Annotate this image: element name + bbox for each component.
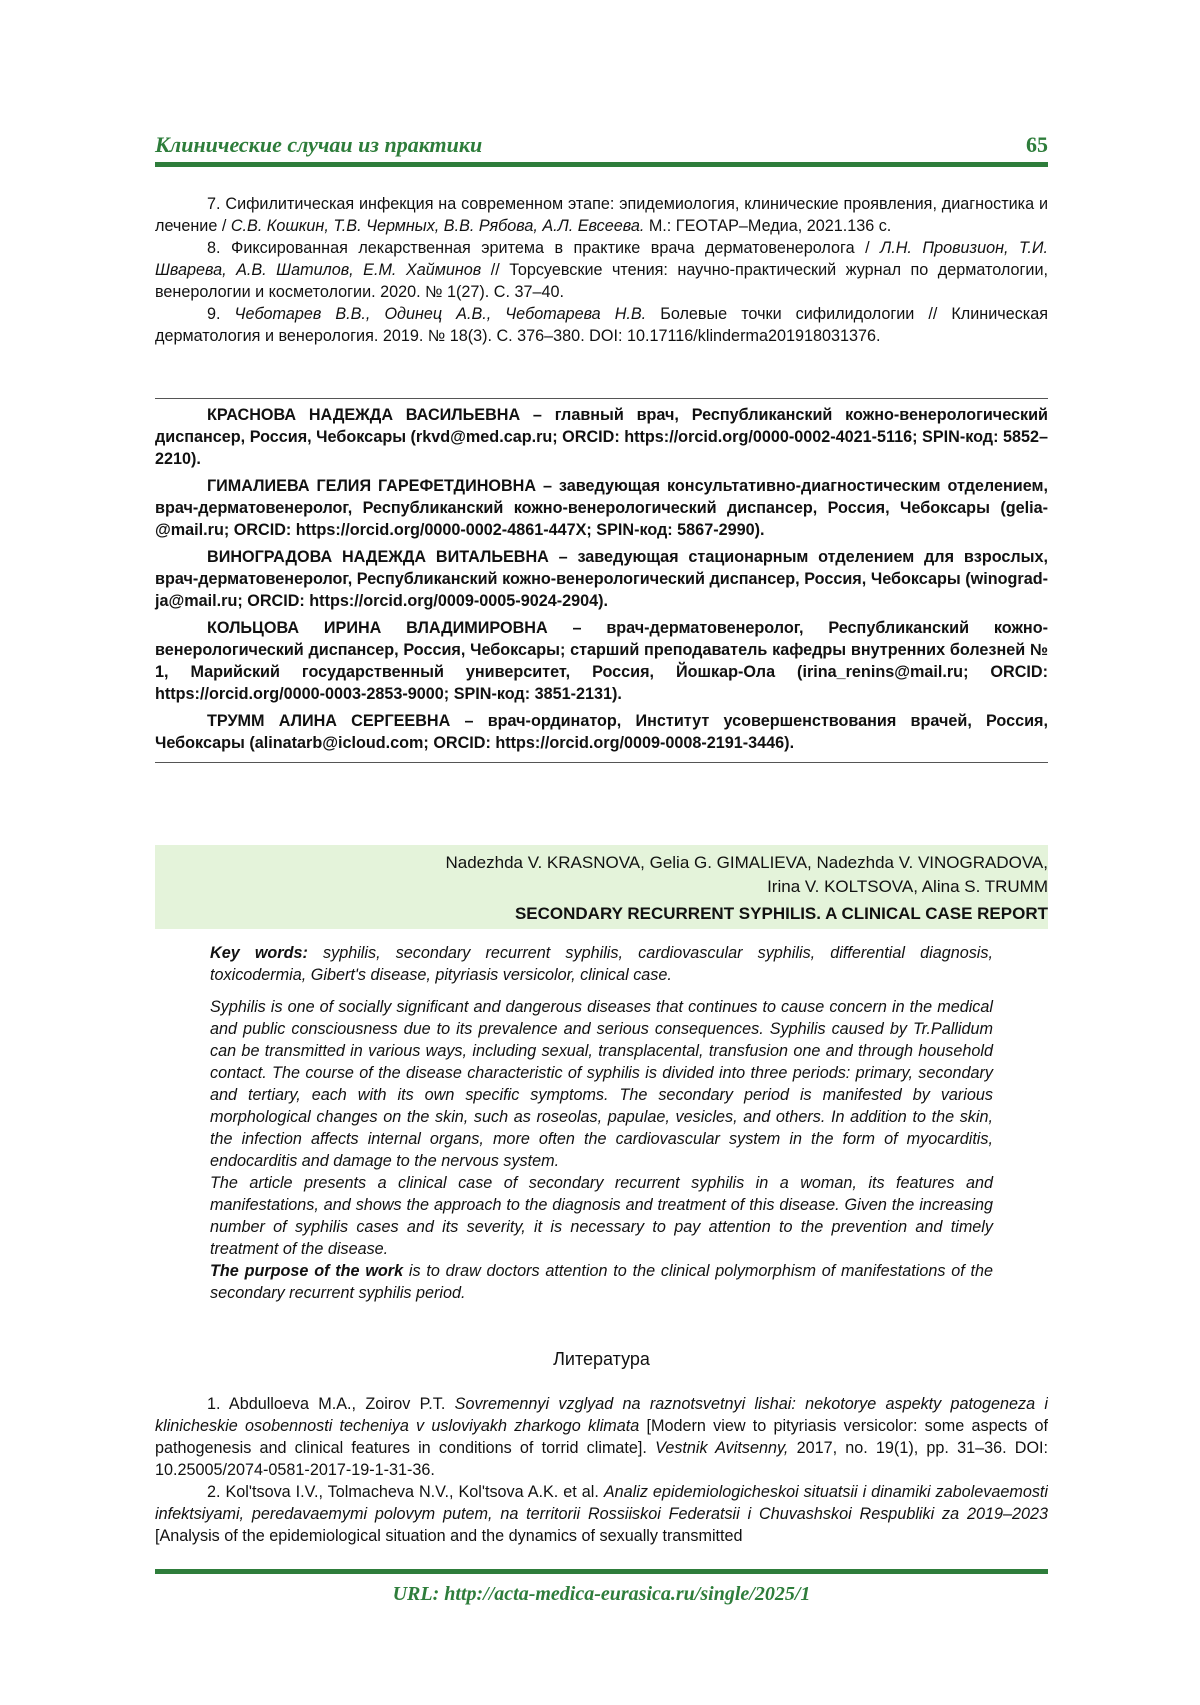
english-authors: Nadezhda V. KRASNOVA, Gelia G. GIMALIEVA, Nadezhda V. VINOGRADOVA, Irina V. KOLTSOVA, Alina S. TRUMM xyxy=(445,853,1048,896)
reference-item: 8. Фиксированная лекарственная эритема в практике врача дерматовенеролога / Л.Н. Провизион, Т.И. Шварева, А.В. Шатилов, Е.М. Хайминов // Торсуевские чтения: научно-практический журнал по дерматологии, венерологии и косметологии. 2020. № 1(27). С. 37–40. xyxy=(155,239,1049,301)
author-info-box xyxy=(155,398,1048,763)
reference-item: 1. Abdulloeva M.A., Zoirov P.T. Sovremennyi vzglyad na raznotsvetnyi lishai: nekotorye aspekty patogeneza i klinicheskie osobennosti techeniya v usloviyakh zharkogo klimata [Modern view to pityriasis versicolor: some aspects of pathogenesis and clinical features in conditions of torrid climate]. Vestnik Avitsenny, 2017, no. 19(1), pp. 31–36. DOI: 10.25005/2074-0581-2017-19-1-31-36. xyxy=(155,1395,1048,1479)
page xyxy=(155,0,1048,1705)
reference-list-en xyxy=(155,1393,1048,1548)
abstract-paragraph: The article presents a clinical case of secondary recurrent syphilis in a woman, its features and manifestations, and shows the approach to the diagnosis and treatment of this disease. Given the increasing number of syphilis cases and its severity, it is necessary to pay attention to the prevention and timely treatment of the disease. xyxy=(210,1174,993,1258)
section-title: Клинические случаи из практики xyxy=(155,132,483,157)
reference-item: 9. Чеботарев В.В., Одинец А.В., Чеботарева Н.В. Болевые точки сифилидологии // Клиническая дерматология и венерология. 2019. № 18(3). С. 376–380. DOI: 10.17116/klinderma201918031376. xyxy=(155,305,1049,345)
keywords: Key words: syphilis, secondary recurrent syphilis, cardiovascular syphilis, differential diagnosis, toxicodermia, Gibert's disease, pityriasis versicolor, clinical case. xyxy=(210,944,993,984)
author-info: ГИМАЛИЕВА ГЕЛИЯ ГАРЕФЕТДИНОВНА – заведующая консультативно-диагностическим отделением, врач-дерматовенеролог, Республиканский кожно-венерологический диспансер, Россия, Чебоксары (gelia-@mail.ru; ORCID: https://orcid.org/0000-0002-4861-447X; SPIN-код: 5867-2990). xyxy=(155,477,1048,539)
reference-list-ru xyxy=(155,193,1048,347)
english-title-band xyxy=(155,845,1048,929)
running-header xyxy=(155,128,1048,167)
author-info: ВИНОГРАДОВА НАДЕЖДА ВИТАЛЬЕВНА – заведующая стационарным отделением для взрослых, врач-дерматовенеролог, Республиканский кожно-венерологический диспансер, Россия, Чебоксары (winograd-ja@mail.ru; ORCID: https://orcid.org/0009-0005-9024-2904). xyxy=(155,548,1048,610)
author-info: ТРУММ АЛИНА СЕРГЕЕВНА – врач-ординатор, Институт усовершенствования врачей, Россия, Чебоксары (alinatarb@icloud.com; ORCID: https://orcid.org/0009-0008-2191-3446). xyxy=(155,712,1048,752)
literature-heading: Литература xyxy=(553,1349,650,1369)
footer-rule xyxy=(155,1569,1048,1574)
reference-item: 2. Kol'tsova I.V., Tolmacheva N.V., Kol'tsova A.K. et al. Analiz epidemiologicheskoi situatsii i dinamiki zabolevaemosti infektsiyami, peredavaemymi polovym putem, na territorii Rossiiskoi Federatsii i Chuvashskoi Respubliki za 2019–2023 [Analysis of the epidemiological situation and the dynamics of sexually transmitted xyxy=(155,1483,1048,1545)
purpose: The purpose of the work is to draw doctors attention to the clinical polymorphism of manifestations of the secondary recurrent syphilis period. xyxy=(210,1262,994,1302)
footer-url: URL: http://acta-medica-eurasica.ru/single/2025/1 xyxy=(392,1583,811,1605)
reference-item: 7. Сифилитическая инфекция на современном этапе: эпидемиология, клинические проявления, диагностика и лечение / С.В. Кошкин, Т.В. Чермных, В.В. Рябова, А.Л. Евсеева. М.: ГЕОТАР–Медиа, 2021.136 с. xyxy=(155,195,1049,235)
author-info: КОЛЬЦОВА ИРИНА ВЛАДИМИРОВНА – врач-дерматовенеролог, Республиканский кожно-венерологический диспансер, Россия, Чебоксары; старший преподаватель кафедры внутренних болезней № 1, Марийский государственный университет, Россия, Йошкар-Ола (irina_renins@mail.ru; ORCID: https://orcid.org/0000-0003-2853-9000; SPIN-код: 3851-2131). xyxy=(155,619,1048,703)
english-article-title: SECONDARY RECURRENT SYPHILIS. A CLINICAL CASE REPORT xyxy=(514,904,1048,923)
author-info: КРАСНОВА НАДЕЖДА ВАСИЛЬЕВНА – главный врач, Республиканский кожно-венерологический диспансер, Россия, Чебоксары (rkvd@med.cap.ru; ORCID: https://orcid.org/0000-0002-4021-5116; SPIN-код: 5852–2210). xyxy=(155,406,1048,468)
abstract-paragraph: Syphilis is one of socially significant and dangerous diseases that continues to cause concern in the medical and public consciousness due to its prevalence and serious consequences. Syphilis caused by Tr.Pallidum can be transmitted in various ways, including sexual, transplacental, transfusion one and through household contact. The course of the disease characteristic of syphilis is divided into three periods: primary, secondary and tertiary, each with its own specific symptoms. The secondary period is manifested by various morphological changes on the skin, such as roseolas, papulae, vesicles, and others. In addition to the skin, the infection affects internal organs, more often the cardiovascular system in the form of myocarditis, endocarditis and damage to the nervous system. xyxy=(210,998,993,1170)
page-number: 65 xyxy=(1026,132,1048,157)
english-abstract xyxy=(210,942,993,1304)
